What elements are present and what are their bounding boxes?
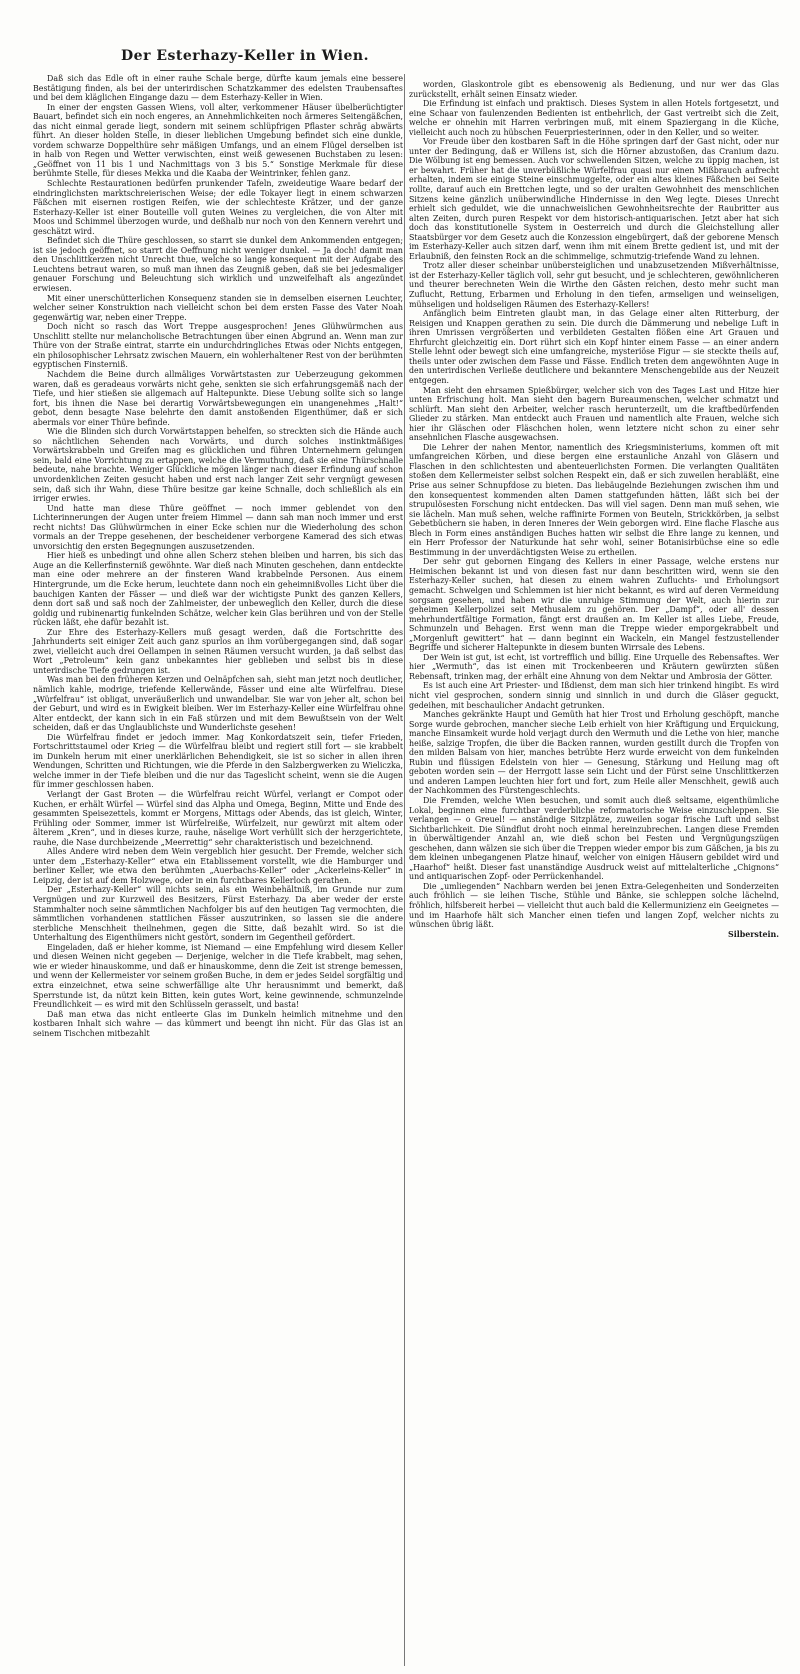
paragraph: Doch nicht so rasch das Wort Treppe ausgesprochen! Jenes Glühwürmchen aus Unschlitt stellte nur melancholische Betrachtungen über einen Abgrund an. Wenn man zur Thüre von der Straße eintrat, starrte ein undurchdringliches Etwas oder Nichts entgegen, ein philosophischer Lehrsatz zwischen Mauern, ein wohlerhaltener Rest von der berühmten egyptischen Finsterniß.	[33, 322, 403, 370]
paragraph: Hier hieß es unbedingt und ohne allen Scherz stehen bleiben und harren, bis sich das Auge an die Kellerfinsterniß gewöhnte. War dieß nach Minuten geschehen, dann entdeckte man eine oder mehrere an der finsteren Wand krabbelnde Personen. Aus einem Hintergrunde, um die Ecke herum, leuchtete dann noch ein geheimnißvolles Licht über die bauchigen Kanten der Fässer — und dieß war der wichtigste Punkt des ganzen Kellers, denn dort saß und saß noch der Zahlmeister, der unbeweglich den Keller, durch die diese goldig und rubinenartig funkelnden Schätze, welcher kein Glas berühren und von der Stelle rücken läßt, ehe dafür bezahlt ist.	[33, 551, 403, 628]
article-title: Der Esterhazy-Keller in Wien.	[121, 48, 369, 64]
paragraph: Die Erfindung ist einfach und praktisch. Dieses System in allen Hotels fortgesetzt, und eine Schaar von faulenzenden Bedienten ist entbehrlich, der Gast vertreibt sich die Zeit, welche er ohnehin mit Harren verbringen muß, mit einem Spaziergang in die Küche, vielleicht auch noch zu hübschen Feuerpriesterinnen, oder in den Keller, und so weiter.	[409, 99, 779, 137]
paragraph: Der „Esterhazy-Keller“ will nichts sein, als ein Weinbehältniß, im Grunde nur zum Vergnügen und zur Kurzweil des Besitzers, Fürst Esterhazy. Da aber weder der erste Stammhalter noch seine sämmtlichen Nachfolger bis auf den heutigen Tag vermochten, die sämmtlichen vorhandenen stattlichen Fässer auszutrinken, so lassen sie die andere sterbliche Menschheit theilnehmen, gegen die Sitte, daß bezahlt wird. So ist die Unterhaltung des Eigenthümers nicht gestört, sondern im Gegentheil gefördert.	[33, 885, 403, 943]
paragraph: Schlechte Restaurationen bedürfen prunkender Tafeln, zweideutige Waare bedarf der eindringlichsten marktschreierischen Weise; der edle Tokayer liegt in einem schwarzen Fäßchen mit eisernen rostigen Reifen, wie der schlechteste Krätzer, und der ganze Esterhazy-Keller ist einer Bouteille voll guten Weines zu vergleichen, die von Alter mit Moos und Schimmel überzogen wurde, und deßhalb nur noch von den Kennern verehrt und geschätzt wird.	[33, 179, 403, 236]
paragraph: Zur Ehre des Esterhazy-Kellers muß gesagt werden, daß die Fortschritte des Jahrhunderts seit einiger Zeit auch ganz spurlos an ihm vorübergegangen sind, daß sogar zwei, vielleicht auch drei Oellampen in seinen Räumen versucht wurden, ja daß selbst das Wort „Petroleum“ kein ganz unbekanntes hier geblieben und selbst bis in diese unterirdische Tiefe gedrungen ist.	[33, 627, 403, 675]
paragraph: Daß man etwa das nicht entleerte Glas im Dunkeln heimlich mitnehme und den kostbaren Inhalt sich wahre — das kümmert und beengt ihn nicht. Für das Glas ist an seinem Tischchen mitbezahlt	[33, 1009, 403, 1038]
paragraph: Was man bei den früheren Kerzen und Oelnäpfchen sah, sieht man jetzt noch deutlicher, nämlich kahle, modrige, triefende Kellerwände, Fässer und eine alte Würfelfrau. Diese „Würfelfrau“ ist obligat, unveräußerlich und unwandelbar. Sie war von jeher alt, schon bei der Geburt, und wird es in Ewigkeit bleiben. Wer im Esterhazy-Keller eine Würfelfrau ohne Alter entdeckt, der kann sich in ein Faß stürzen und mit dem Bewußtsein von der Welt scheiden, daß er das Unglaublichste und Wunderlichste gesehen!	[33, 675, 403, 733]
paragraph: Alles Andere wird neben dem Wein vergeblich hier gesucht. Der Fremde, welcher sich unter dem „Esterhazy-Keller“ etwa ein Etablissement vorstellt, wie die Hamburger und berliner Keller, wie etwa den berühmten „Auerbachs-Keller“ oder „Ackerleins-Keller“ in Leipzig, der ist auf dem Holzwege, oder in ein furchtbares Kellerloch gerathen.	[33, 847, 403, 885]
paragraph: Es ist auch eine Art Priester- und Ißdienst, dem man sich hier trinkend hingibt. Es wird nicht viel gesprochen, sondern sinnig und sinnlich in und durch die Gläser geguckt, gedeihen, mit beschaulicher Andacht getrunken.	[409, 681, 779, 710]
paragraph: Der sehr gut gebornen Eingang des Kellers in einer Passage, welche erstens nur Heimischen bekannt ist und von diesen fast nur dann beschritten wird, wenn sie den Esterhazy-Keller suchen, hat diesen zu einem wahren Zufluchts- und Erholungsort gemacht. Schwelgen und Schlemmen ist hier nicht bekannt, es wird auf deren Vermeidung sorgsam gesehen, und haben wir die unruhige Stimmung der Welt, auch hierin zur geheimen Kellerpolizei seit Methusalem zu gehören. Der „Dampf“, oder all' dessen mehrhundertfältige Formation, fängt erst draußen an. Im Keller ist alles Liebe, Freude, Schmunzeln und Behagen. Erst wenn man die Treppe wieder emporgekrabbelt und „Morgenluft gewittert“ hat — dann beginnt ein Wackeln, ein Mangel festzustellender Begriffe und sicherer Haltepunkte in diesem bunten Wirrsale des Lebens.	[409, 557, 779, 653]
paragraph: Daß sich das Edle oft in einer rauhe Schale berge, dürfte kaum jemals eine bessere Bestätigung finden, als bei der unterirdischen Schatzkammer des edelsten Traubensaftes und bei dem kläglichen Eingange dazu — dem Esterhazy-Keller in Wien.	[33, 74, 403, 103]
paragraph: Die Lehrer der nahen Mentor, namentlich des Kriegsministeriums, kommen oft mit umfangreichen Körben, und diese bergen eine erstaunliche Anzahl von Gläsern und Flaschen in den schlichtesten und abenteuerlichsten Formen. Die verlangten Qualitäten stoßen dem Kellermeister selbst solchen Respekt ein, daß er sich zuweilen herabläßt, eine Prise aus seiner Schnupfdose zu bieten. Das liebäugelnde Beziehungen zwischen ihm und den konsequentest kommenden alten Damen stattgefunden hätten, läßt sich bei der strupulösesten Forschung nicht entdecken. Das will viel sagen. Denn man muß sehen, wie sie lächeln. Man muß sehen, welche raffinirte Formen von Beuteln, Strickkörben, ja selbst Gebetbüchern sie haben, in deren Inneres der Wein geborgen wird. Eine flache Flasche aus Blech in Form eines anständigen Buches hatten wir selbst die Ehre lange zu kennen, und ein Herr Professor der Naturkunde hat sehr wohl, seiner Botanisirbüchse eine so edle Bestimmung in der unverdächtigsten Weise zu ertheilen.	[409, 442, 779, 557]
left-column	[33, 74, 403, 1669]
paragraph: Anfänglich beim Eintreten glaubt man, in das Gelage einer alten Ritterburg, der Reisigen und Knappen gerathen zu sein. Die durch die Dämmerung und nebelige Luft in ihren Umrissen vergrößerten und verbildeten Gestalten flößen eine Art Grauen und Ehrfurcht gleichzeitig ein. Dort rührt sich ein Kopf hinter einem Fasse — an einer andern Stelle lehnt oder bewegt sich eine umfangreiche, mysteriöse Figur — sie steckte theils auf, theils unter oder zwischen dem Fasse und Fässe. Endlich treten dem angewöhnten Auge in den unterirdischen Verließe deutlichere und bekanntere Menschengebilde aus der Neuzeit entgegen.	[409, 309, 779, 385]
paragraph: Nachdem die Beine durch allmäliges Vorwärtstasten zur Ueberzeugung gekommen waren, daß es geradeaus vorwärts nicht gehe, senkten sie sich erfahrungsgemäß nach der Tiefe, und hier stießen sie allgemach auf Haltepunkte. Diese Uebung sollte sich so lange fort, bis ihnen die Nase bei derartig Vorwärtsbewegungen ein unangenehmes „Halt!“ gebot, denn besagte Nase belehrte den damit anstoßenden Eigenthümer, daß er sich abermals vor einer Thüre befinde.	[33, 369, 403, 427]
column-divider	[404, 74, 405, 1666]
paragraph: In einer der engsten Gassen Wiens, voll alter, verkommener Häuser übelberüchtigter Bauart, befindet sich ein noch engeres, an Annehmlichkeiten noch ärmeres Seitengäßchen, das nicht einmal gerade liegt, sondern mit seinem schlüpfrigen Pflaster schräg abwärts führt. An dieser holden Stelle, in dieser lieblichen Umgebung befindet sich eine dunkle, vordem schwarze Doppelthüre sehr mäßigen Umfangs, und an einem Flügel derselben ist in halb von Regen und Wetter verwischten, einst weiß gewesenen Buchstaben zu lesen: „Geöffnet von 11 bis 1 und Nachmittags von 3 bis 5.“ Sonstige Merkmale für diese berühmte Stelle, für dieses Mekka und die Kaaba der Weintrinker, fehlen ganz.	[33, 102, 403, 179]
paragraph: Und hatte man diese Thüre geöffnet — noch immer geblendet von den Lichterinnerungen der Augen unter freiem Himmel — dann sah man noch immer und erst recht nichts! Das Glühwürmchen in einer Ecke schien nur die Wiederholung des schon vormals an der Treppe gesehenen, der bescheidener verborgene Kamerad des sich etwas unvorsichtig den ersten Begegnungen auszusetzenden.	[33, 503, 403, 551]
paragraph: Wie die Blinden sich durch Vorwärtstappen behelfen, so streckten sich die Hände auch so nächtlichen Sehenden nach Vorwärts, und durch solches instinktmäßiges Vorwärtskrabbeln und Greifen mag es glücklichen und führen Unternehmern gelungen sein, bald eine Vorrichtung zu ertappen, welche die Vermuthung, daß sie eine Thürschnalle bedeute, nahe brachte. Weniger Glückliche mögen länger nach dieser Erfindung auf schon unvordenklichen Zeiten gesucht haben und erst nach langer Zeit sehr vergnügt gewesen sein, daß sich ihr Wahn, diese Thüre besitze gar keine Schnalle, doch schließlich als ein irriger erwies.	[33, 427, 403, 504]
paragraph: Die Fremden, welche Wien besuchen, und somit auch dieß seltsame, eigenthümliche Lokal, beginnen eine furchtbar verderbliche reformatorische Weise einzuschleppen. Sie verlangen — o Greuel! — anständige Sitzplätze, zuweilen sogar frische Luft und selbst Sichtbarlichkeit. Die Sündflut droht noch einmal hereinzubrechen. Langen diese Fremden in überwältigender Anzahl an, wie dieß schon bei Festen und Vergnügungszügen geschehen, dann wälzen sie sich über die Treppen wieder empor bis zum Gäßchen, ja bis zu dem kleinen unbegangenen Platze hinauf, welcher von einigen Häusern gebildet wird und „Haarhof“ heißt. Dieser fast unanständige Ausdruck weist auf mittelalterliche „Chignons“ und antiquarischen Zopf- oder Perrückenhandel.	[409, 796, 779, 882]
paragraph: Man sieht den ehrsamen Spießbürger, welcher sich von des Tages Last und Hitze hier unten Erfrischung holt. Man sieht den bagern Bureaumenschen, welcher schmatzt und schlürft. Man sieht den Arbeiter, welcher rasch herunterzeilt, um die kraftbedürfenden Glieder zu stärken. Man entdeckt auch Frauen und namentlich alte Frauen, welche sich hier ihr Gläschen oder Fläschchen holen, wenn letztere nicht schon zu einer sehr ansehnlichen Flasche ausgewachsen.	[409, 385, 779, 443]
right-column	[409, 80, 779, 1310]
paragraph: Mit einer unerschütterlichen Konsequenz standen sie in demselben eisernen Leuchter, welcher seiner Konstruktion nach vielleicht schon bei dem ersten Fasse des Vater Noah gegenwärtig war, neben einer Treppe.	[33, 293, 403, 322]
paragraph: Verlangt der Gast Broten — die Würfelfrau reicht Würfel, verlangt er Compot oder Kuchen, er erhält Würfel — Würfel sind das Alpha und Omega, Beginn, Mitte und Ende des gesammten Speisezettels, kommt er Morgens, Mittags oder Abends, das ist gleich, Winter, Frühling oder Sommer, immer ist Würfelreiße, Würfelzeit, nur gewürzt mit altem oder älterem „Kren“, und in dieses kurze, rauhe, näselige Wort verhüllt sich der herzgerichtete, rauhe, die Nase durchbeizende „Meerrettig“ sehr charakteristisch und bezeichnend.	[33, 790, 403, 847]
paragraph: Eingeladen, daß er hieher komme, ist Niemand — eine Empfehlung wird diesem Keller und diesen Weinen nicht gegeben — Derjenige, welcher in die Tiefe krabbelt, mag sehen, wie er wieder hinauskomme, und daß er hinauskomme, denn die Zeit ist strenge bemessen, und wenn der Kellermeister vor seinem großen Buche, in dem er jedes Seidel sorgfältig und extra einzeichnet, etwa seine schwerfällige alte Uhr herausnimmt und bemerkt, daß Sperrstunde ist, da nützt kein Bitten, kein gutes Wort, keine gewinnende, schmunzelnde Freundlichkeit — es wird mit den Schlüsseln gerasselt, und basta!	[33, 942, 403, 1010]
paragraph: Trotz aller dieser scheinbar unübersteiglichen und unabzusetzenden Mißverhältnisse, ist der Esterhazy-Keller täglich voll, sehr gut besucht, und je schlechteren, gewöhnlicheren und theurer berechneten Wein die Wirthe den Gästen reichen, desto mehr sucht man Zuflucht, Rettung, Erbarmen und Erholung in den tiefen, armseligen und weinseligen, mühseligen und holdseligen Räumen des Esterhazy-Kellers!	[409, 261, 779, 309]
title-rule	[160, 70, 330, 71]
paragraph: Manches gekränkte Haupt und Gemüth hat hier Trost und Erholung geschöpft, manche Sorge wurde gebrochen, mancher sieche Leib erhielt von hier Kräftigung und Erquickung, manche Einsamkeit wurde hold verjagt durch den Wermuth und die Lethe von hier, manche heiße, salzige Tropfen, die über die Backen rannen, wurden gestillt durch die Tropfen von den milden Balsam von hier, manches betrübte Herz wurde erweicht von dem funkelnden Rubin und flüssigen Edelstein von hier — Genesung, Stärkung und Heilung mag oft geboten worden sein — der Herrgott lasse sein Licht und der Fürst seine Unschlittkerzen und anderen Lampen leuchten hier fort und fort, zum Heile aller Menschheit, gewiß auch der Nachkommen des Fürstengeschlechts.	[409, 710, 779, 796]
paragraph: Die „umliegenden“ Nachbarn werden bei jenen Extra-Gelegenheiten und Sonderzeiten auch fröhlich — sie leihen Tische, Stühle und Bänke, sie schleppen solche lächelnd, fröhlich, hilfsbereit herbei — vielleicht thut auch bald die Kellermunizienz ein Geeignetes — und im Haarhofe hält sich Mancher einen tiefen und langen Zopf, welcher nichts zu wünschen übrig läßt.	[409, 881, 779, 930]
paragraph: Der Wein ist gut, ist echt, ist vortrefflich und billig. Eine Urquelle des Rebensaftes. Wer hier „Wermuth“, das ist einen mit Trockenbeeren und Kräutern gewürzten süßen Rebensaft, trinken mag, der erhält eine Ahnung von dem Nektar und Ambrosia der Götter.	[409, 652, 779, 681]
paragraph: Vor Freude über den kostbaren Saft in die Höhe springen darf der Gast nicht, oder nur unter der Bedingung, daß er Willens ist, sich die Hörner abzustoßen, das Cranium dazu. Die Wölbung ist eng bemessen. Auch vor schwellenden Sitzen, welche zu üppig machen, ist er bewahrt. Früher hat die unverbüßliche Würfelfrau quasi nur einen Mißbrauch aufrecht erhalten, indem sie einige Steine einschmuggelte, oder ein altes kleines Fäßchen bei Seite rollte, darauf auch ein Brettchen legte, und so der uralten Gewohnheit des menschlichen Sitzens keine gänzlich unüberwindliche Hindernisse in den Weg legte. Dieses Unrecht erhielt sich geduldet, wie die unnachweislichen Gewohnheitsrechte der Raubritter aus alten Zeiten, durch puren Respekt vor dem historisch-antiquarischen. Jetzt aber hat sich doch das konstitutionelle System in Oesterreich und durch die Gleichstellung aller Staatsbürger vor dem Gesetz auch die Konzession eingebürgert, daß der geborene Mensch im Esterhazy-Keller auch sitzen darf, wenn ihm mit einem Brette gedient ist, und mit der Erlaubniß, den feinsten Rock an die schimmelige, schmutzig-triefende Wand zu lehnen.	[409, 137, 779, 261]
paragraph: worden, Glaskontrole gibt es ebensowenig als Bedienung, und nur wer das Glas zurückstellt, erhält seinen Einsatz wieder.	[409, 80, 779, 99]
author-signature: Silberstein.	[728, 929, 779, 939]
paragraph: Befindet sich die Thüre geschlossen, so starrt sie dunkel dem Ankommenden entgegen; ist sie jedoch geöffnet, so starrt die Oeffnung nicht weniger dunkel. — Ja doch! damit man den Unschlittkerzen nicht Unrecht thue, welche so lange konsequent mit der Aufgabe des Leuchtens betraut waren, so muß man ihnen das Zeugniß geben, daß sie bei jedesmaliger genauer Forschung und Beleuchtung sich wirklich und unzweifelhaft als angezündet erwiesen.	[33, 236, 403, 294]
paragraph: Die Würfelfrau findet er jedoch immer. Mag Konkordatszeit sein, tiefer Frieden, Fortschrittstaumel oder Krieg — die Würfelfrau bleibt und regiert still fort — sie krabbelt im Dunkeln herum mit einer unerklärlichen Behendigkeit, sie ist so sicher in allen ihren Wendungen, Schritten und Richtungen, wie die Pferde in den Salzbergwerken zu Wieliczka, welche immer in der Tiefe bleiben und die nur das Tageslicht scheint, wenn sie die Augen für immer geschlossen haben.	[33, 732, 403, 790]
